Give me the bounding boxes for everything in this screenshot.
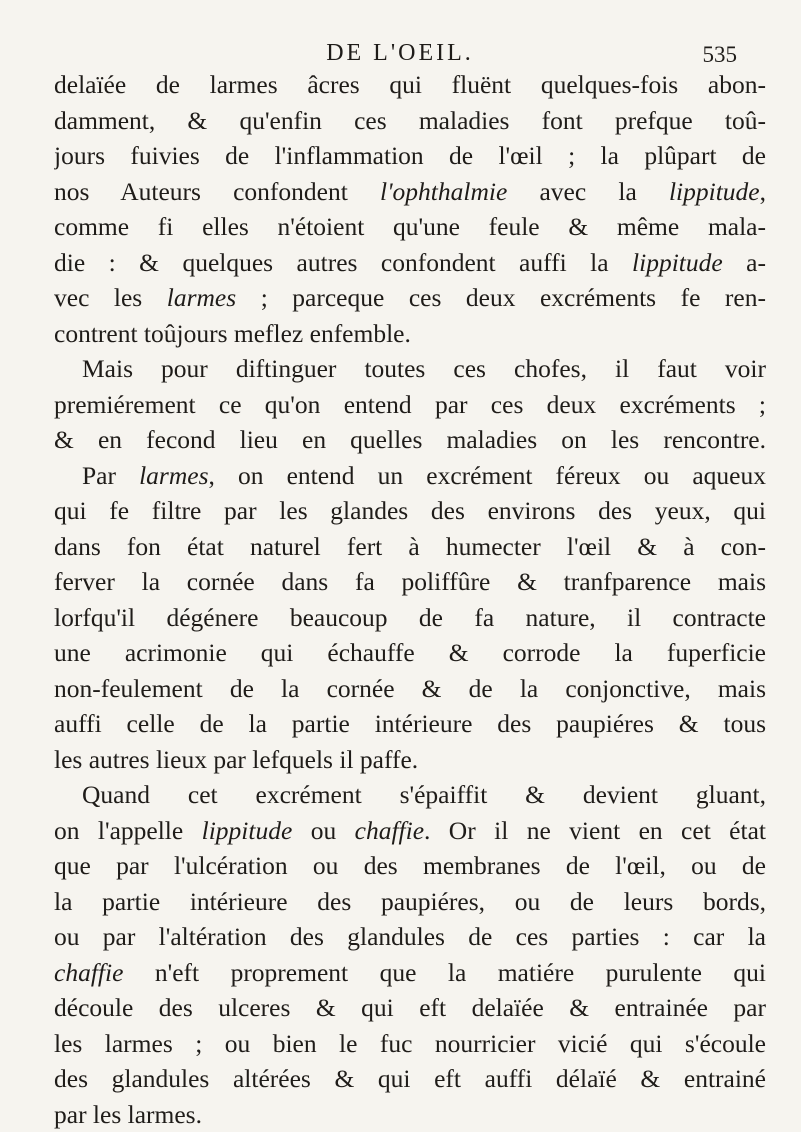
text-run: les larmes ; ou bien le fuc nourricier vicié qui s'écoule xyxy=(54,1029,766,1058)
text-run: jours fuivies de l'inflammation de l'œil ; la plûpart de xyxy=(54,141,766,170)
text-run: des glandules altérées & qui eft auffi délaïé & entrainé xyxy=(54,1064,766,1093)
italic-term: lippitude xyxy=(632,248,723,277)
text-run: non-feulement de la cornée & de la conjonctive, mais xyxy=(54,674,766,703)
text-line xyxy=(54,884,766,920)
text-run: vec les xyxy=(54,283,167,312)
text-run: n'eft proprement que la matiére purulente qui xyxy=(123,958,766,987)
text-line xyxy=(54,103,766,139)
text-run: découle des ulceres & qui eft delaïée & entrainée par xyxy=(54,993,766,1022)
text-run: une acrimonie qui échauffe & corrode la fuperficie xyxy=(54,638,766,667)
text-run: que par l'ulcération ou des membranes de l'œil, ou de xyxy=(54,851,766,880)
text-run: Par xyxy=(82,461,139,490)
text-line xyxy=(54,919,766,955)
running-title: DE L'OEIL. xyxy=(326,40,474,67)
text-run: a- xyxy=(723,248,766,277)
text-line xyxy=(54,67,766,103)
text-line xyxy=(54,990,766,1026)
text-line xyxy=(54,564,766,600)
text-run: , on entend un excrément féreux ou aqueux xyxy=(209,461,766,490)
text-run: . Or il ne vient en cet état xyxy=(424,816,766,845)
italic-term: l'ophthalmie xyxy=(380,177,507,206)
text-run: premiérement ce qu'on entend par ces deux excréments ; xyxy=(54,390,766,419)
italic-term: lippitude xyxy=(669,177,760,206)
text-run: die : & quelques autres confondent auffi la xyxy=(54,248,632,277)
text-run: delaïée de larmes âcres qui fluënt quelques-fois abon- xyxy=(54,70,766,99)
text-run: nos Auteurs confondent xyxy=(54,177,380,206)
text-run: avec la xyxy=(507,177,669,206)
text-run: on l'appelle xyxy=(54,816,202,845)
text-line xyxy=(54,1026,766,1062)
text-line xyxy=(54,316,766,352)
italic-term: larmes xyxy=(139,461,208,490)
text-run: , xyxy=(760,177,766,206)
text-line xyxy=(54,813,766,849)
text-line xyxy=(54,209,766,245)
text-run: contrent toûjours meflez enfemble. xyxy=(54,319,411,348)
text-line xyxy=(54,351,766,387)
text-line xyxy=(54,635,766,671)
text-run: les autres lieux par lefquels il paffe. xyxy=(54,745,418,774)
text-run: Mais pour diftinguer toutes ces chofes, il faut voir xyxy=(82,354,766,383)
page-header xyxy=(0,40,801,70)
text-line xyxy=(54,706,766,742)
text-run: ; parceque ces deux excréments fe ren- xyxy=(236,283,766,312)
text-run: Quand cet excrément s'épaiffit & devient gluant, xyxy=(82,780,766,809)
page-number: 535 xyxy=(703,42,738,68)
text-run: ou par l'altération des glandules de ces parties : car la xyxy=(54,922,766,951)
italic-term: larmes xyxy=(167,283,236,312)
body-text xyxy=(54,67,766,1132)
text-line xyxy=(54,529,766,565)
text-line xyxy=(54,174,766,210)
text-run: ferver la cornée dans fa poliffûre & tranfparence mais xyxy=(54,567,766,596)
text-line xyxy=(54,245,766,281)
text-run: la partie intérieure des paupiéres, ou de leurs bords, xyxy=(54,887,766,916)
text-line xyxy=(54,955,766,991)
text-run: ou xyxy=(292,816,354,845)
text-run: auffi celle de la partie intérieure des paupiéres & tous xyxy=(54,709,766,738)
text-run: qui fe filtre par les glandes des environs des yeux, qui xyxy=(54,496,766,525)
text-line xyxy=(54,671,766,707)
italic-term: chaffie xyxy=(355,816,424,845)
italic-term: lippitude xyxy=(202,816,293,845)
text-line xyxy=(54,422,766,458)
text-run: comme fi elles n'étoient qu'une feule & même mala- xyxy=(54,212,766,241)
text-line xyxy=(54,848,766,884)
text-run: & en fecond lieu en quelles maladies on les rencontre. xyxy=(54,425,766,454)
italic-term: chaffie xyxy=(54,958,123,987)
text-line xyxy=(54,600,766,636)
text-run: damment, & qu'enfin ces maladies font prefque toû- xyxy=(54,106,766,135)
text-line xyxy=(54,1097,766,1132)
text-line xyxy=(54,387,766,423)
text-line xyxy=(54,493,766,529)
text-line xyxy=(54,777,766,813)
text-line xyxy=(54,280,766,316)
text-run: lorfqu'il dégénere beaucoup de fa nature, il contracte xyxy=(54,603,766,632)
text-line xyxy=(54,1061,766,1097)
text-line xyxy=(54,138,766,174)
text-run: dans fon état naturel fert à humecter l'œil & à con- xyxy=(54,532,766,561)
text-line xyxy=(54,742,766,778)
text-line xyxy=(54,458,766,494)
text-run: par les larmes. xyxy=(54,1100,202,1129)
